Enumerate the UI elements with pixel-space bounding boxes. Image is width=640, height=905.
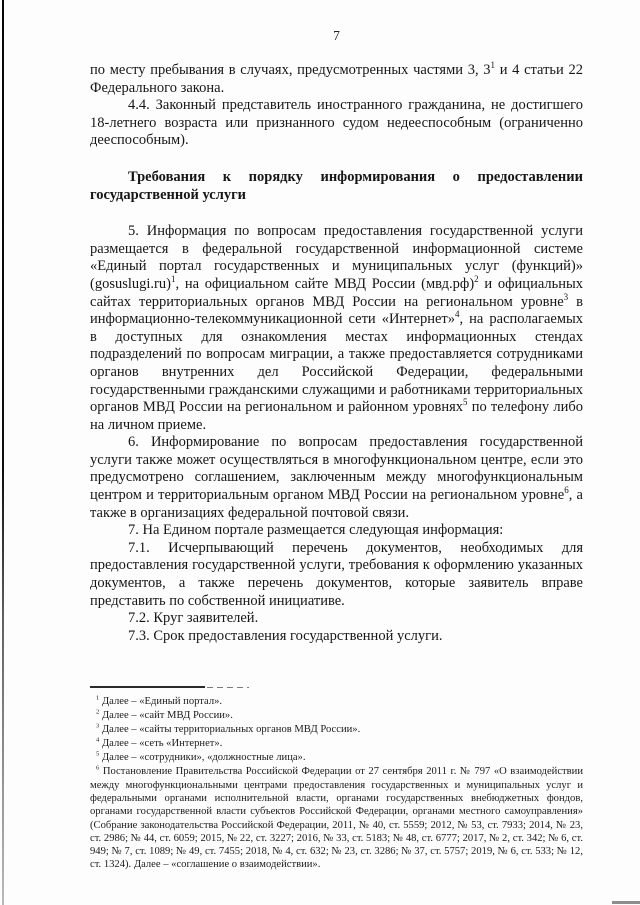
footnote-marker: 3 [96, 722, 100, 730]
footnote [90, 695, 583, 709]
text-column [90, 0, 583, 872]
footnote-text: Далее – «сеть «Интернет». [101, 738, 223, 750]
page-number: 7 [333, 28, 340, 43]
footnote-marker: 2 [96, 708, 100, 716]
superscript-ref: 6 [564, 485, 569, 496]
footnote-marker: 4 [96, 736, 100, 744]
superscript-ref: 1 [170, 274, 176, 285]
superscript-ref: 3 [563, 291, 569, 302]
footnote-separator-dashed-part [207, 687, 249, 688]
paragraph: 7. На Едином портале размещается следующая информация: [128, 522, 504, 539]
paragraph: 4.4. Законный представитель иностранного гражданина, не достигшего 18-летнего возраста или признанного судом недееспособным (ограниченно дееспособным). [90, 97, 583, 149]
footnote-separator-solid-part [90, 686, 205, 688]
document-body [90, 62, 583, 645]
footnote [90, 723, 583, 737]
footnote-separator-line [90, 686, 250, 689]
paragraph: 5. Информация по вопросам предоставления государственной услуги размещается в федеральной государственной информационной системе «Единый портал государственных и муниципальных услуг (функций)» (gosuslugi.ru)$^1$, на официальном сайте МВД России $(мвд.рф)^2$ и официальных сайтах территориальных органов МВД России на региональном уровне$^3$ в информационно-телекоммуникационной сети «Интернет»$^4$, на располагаемых в доступных для ознакомления местах информационных стендах подразделений по вопросам миграции, а также предоставляется сотрудниками органов внутренних дел Российской Федерации, федеральными государственными гражданскими служащими и работниками территориальных органов МВД России на региональном и районном уровнях$^5$ по телефону либо на личном приеме. [90, 223, 583, 433]
footnote-text: Далее – «сотрудники», «должностные лица». [101, 752, 306, 764]
paragraph: 7.1. Исчерпывающий перечень документов, необходимых для предоставления государственной услуги, требования к оформлению указанных документов, а также перечень документов, которые заявитель вправе представить по собственной инициативе. [90, 539, 583, 609]
scan-artifact-left-edge-line [2, 0, 4, 905]
paragraph: 7.2. Круг заявителей. [128, 610, 259, 627]
footnote-text: Далее – «сайт МВД России». [101, 710, 233, 722]
paragraph: 6. Информирование по вопросам предоставления государственной услуги также может осуществляться в многофункциональном центре, если это предусмотрено соглашением, заключенным между многофункциональным центром и территориальным органом МВД России на региональном уровне$^6$, а также в организациях федеральной почтовой связи. [90, 434, 583, 521]
paragraph: по месту пребывания в случаях, предусмотренных частями 3, $3^1$ и 4 статьи 22 Федерального закона. [90, 60, 583, 96]
scan-artifact-bottom-right-mark [612, 901, 640, 904]
footnote [90, 751, 583, 765]
superscript-ref: 4 [455, 309, 460, 320]
footnotes-section [90, 686, 583, 871]
paragraph: 7.3. Срок предоставления государственной услуги. [128, 627, 443, 644]
footnote [90, 737, 583, 751]
footnote-list [90, 695, 583, 871]
superscript-ref: 1 [490, 60, 496, 71]
footnote-text: Далее – «Единый портал». [101, 696, 223, 708]
superscript-ref: 2 [474, 274, 479, 285]
footnote [90, 765, 583, 871]
footnote-marker: 5 [96, 750, 100, 758]
section-heading: Требования к порядку информирования о предоставлении государственной услуги [90, 168, 583, 203]
footnote [90, 709, 583, 723]
footnote-text: Далее – «сайты территориальных органов МВД России». [101, 724, 361, 736]
footnote-marker: 6 [96, 764, 100, 772]
footnote-text: Постановление Правительства Российской Федерации от 27 сентября 2011 г. № 797 «О взаимодействии между многофункциональными центрами предоставления государственных и муниципальных услуг и федеральными органами исполнительной власти, органами государственных внебюджетных фондов, органами государственной власти субъектов Российской Федерации, органами местного самоуправления» (Собрание законодательства Российской Федерации, 2011, № 40, ст. 5559; 2012, № 53, ст. 7933; 2014, № 23, ст. 2986; № 44, ст. 6059; 2015, № 22, ст. 3227; 2016, № 33, ст. 5183; № 48, ст. 6777; 2017, № 2, ст. 342; № 6, ст. 949; № 7, ст. 1089; № 49, ст. 7455; 2018, № 4, ст. 632; № 23, ст. 3286; № 37, ст. 5757; 2019, № 6, ст. 533; № 12, ст. 1324). Далее – «соглашение о взаимодействии». [90, 766, 583, 871]
footnote-marker: 1 [96, 694, 100, 702]
superscript-ref: 5 [463, 397, 468, 408]
